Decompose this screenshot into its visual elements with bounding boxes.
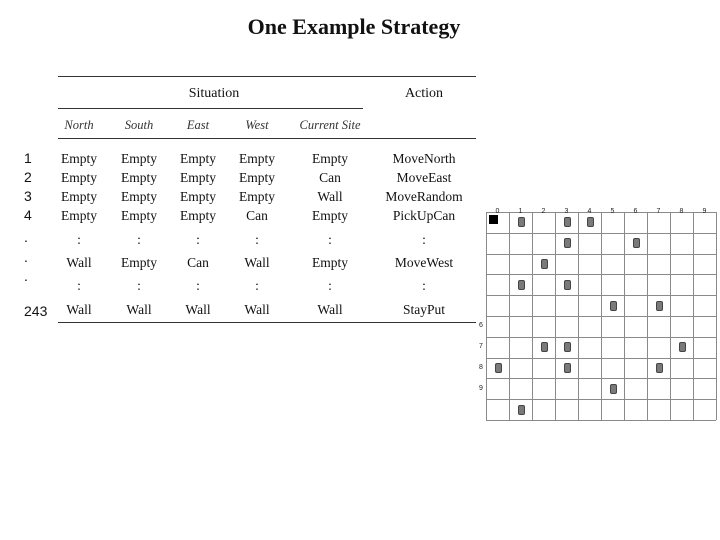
grid-line — [486, 316, 716, 317]
action-cell: MoveWest — [394, 255, 454, 270]
table-cell: Wall — [244, 255, 270, 270]
row-number-dot: . — [24, 268, 28, 284]
grid-line — [647, 212, 648, 420]
table-cell: Empty — [121, 151, 157, 166]
row-number: 3 — [24, 188, 32, 204]
grid-row-label: 7 — [479, 343, 483, 351]
robby-grid-world — [476, 196, 720, 420]
ellipsis: : — [422, 232, 426, 247]
table-cell: Can — [246, 208, 268, 223]
grid-row-label: 9 — [479, 384, 483, 392]
table-cell: Empty — [312, 255, 348, 270]
table-cell: Wall — [185, 302, 211, 317]
grid-line — [486, 420, 716, 421]
grid-column-label: 9 — [702, 208, 707, 215]
grid-column-label: 6 — [633, 208, 638, 215]
table-cell: Empty — [180, 189, 216, 204]
grid-column-label: 8 — [679, 208, 684, 215]
table-cell: Empty — [180, 151, 216, 166]
row-number: 4 — [24, 207, 32, 223]
table-cell: Can — [319, 170, 341, 185]
table-cell: Wall — [66, 255, 92, 270]
table-cell: Wall — [317, 302, 343, 317]
ellipsis: : — [137, 278, 141, 293]
subheader-east: East — [186, 118, 210, 132]
ellipsis: : — [328, 232, 332, 247]
ellipsis: : — [255, 232, 259, 247]
grid-column-label: 5 — [610, 208, 615, 215]
subheader-south: South — [124, 118, 154, 132]
grid-column-label: 2 — [541, 208, 546, 215]
soda-can-icon — [495, 363, 502, 373]
table-cell: Empty — [121, 255, 157, 270]
table-cell: Wall — [244, 302, 270, 317]
grid-column-label: 4 — [587, 208, 592, 215]
subheader-current-site: Current Site — [299, 118, 361, 132]
table-bottom-rule — [58, 322, 476, 323]
table-cell: Empty — [312, 208, 348, 223]
soda-can-icon — [564, 238, 571, 248]
table-cell: Empty — [121, 208, 157, 223]
grid-line — [670, 212, 671, 420]
grid-line — [486, 337, 716, 338]
ellipsis: : — [196, 232, 200, 247]
subheader-west: West — [245, 118, 269, 132]
table-cell: Empty — [61, 208, 97, 223]
grid-column-label: 3 — [564, 208, 569, 215]
ellipsis: : — [137, 232, 141, 247]
ellipsis: : — [328, 278, 332, 293]
soda-can-icon — [518, 405, 525, 415]
soda-can-icon — [656, 363, 663, 373]
soda-can-icon — [656, 301, 663, 311]
action-cell: PickUpCan — [392, 208, 456, 223]
row-number: 2 — [24, 169, 32, 185]
header-bottom-rule — [58, 138, 476, 139]
table-cell: Empty — [239, 151, 275, 166]
soda-can-icon — [518, 280, 525, 290]
table-cell: Empty — [61, 170, 97, 185]
grid-row-label: 6 — [479, 322, 483, 330]
table-cell: Wall — [126, 302, 152, 317]
ellipsis: : — [77, 232, 81, 247]
table-cell: Empty — [239, 189, 275, 204]
grid-line — [624, 212, 625, 420]
slide-title: One Example Strategy — [247, 14, 461, 39]
row-number-dot: . — [24, 249, 28, 265]
soda-can-icon — [541, 259, 548, 269]
grid-column-label: 0 — [495, 208, 500, 215]
grid-line — [486, 399, 716, 400]
soda-can-icon — [564, 342, 571, 352]
soda-can-icon — [564, 280, 571, 290]
ellipsis: : — [77, 278, 81, 293]
table-cell: Wall — [66, 302, 92, 317]
grid-column-label: 7 — [656, 208, 661, 215]
grid-column-label: 1 — [518, 208, 523, 215]
ellipsis: : — [255, 278, 259, 293]
grid-line — [716, 212, 717, 420]
grid-row-label: 8 — [479, 364, 483, 371]
robot-icon — [489, 215, 498, 224]
grid-board — [486, 212, 716, 412]
table-cell: Empty — [121, 189, 157, 204]
strategy-table — [58, 72, 476, 332]
header-action: Action — [404, 86, 444, 101]
soda-can-icon — [679, 342, 686, 352]
soda-can-icon — [541, 342, 548, 352]
action-cell: MoveRandom — [385, 189, 463, 204]
table-cell: Empty — [180, 170, 216, 185]
table-cell: Empty — [239, 170, 275, 185]
row-number: 1 — [24, 150, 32, 166]
header-situation: Situation — [188, 86, 240, 101]
action-cell: MoveEast — [396, 170, 452, 185]
row-number: 243 — [24, 303, 48, 319]
table-cell: Wall — [317, 189, 343, 204]
action-cell: MoveNorth — [392, 151, 456, 166]
table-cell: Empty — [61, 151, 97, 166]
subheader-north: North — [64, 118, 94, 132]
situation-underline — [58, 108, 363, 109]
table-cell: Empty — [61, 189, 97, 204]
soda-can-icon — [610, 384, 617, 394]
row-number-dot: . — [24, 229, 28, 245]
soda-can-icon — [633, 238, 640, 248]
soda-can-icon — [564, 363, 571, 373]
table-cell: Can — [187, 255, 209, 270]
grid-line — [693, 212, 694, 420]
soda-can-icon — [518, 217, 525, 227]
ellipsis: : — [422, 278, 426, 293]
action-cell: StayPut — [402, 302, 445, 317]
soda-can-icon — [564, 217, 571, 227]
grid-line — [486, 378, 716, 379]
table-cell: Empty — [180, 208, 216, 223]
table-cell: Empty — [312, 151, 348, 166]
soda-can-icon — [587, 217, 594, 227]
ellipsis: : — [196, 278, 200, 293]
soda-can-icon — [610, 301, 617, 311]
table-top-rule — [58, 76, 476, 77]
grid-line — [486, 358, 716, 359]
table-cell: Empty — [121, 170, 157, 185]
